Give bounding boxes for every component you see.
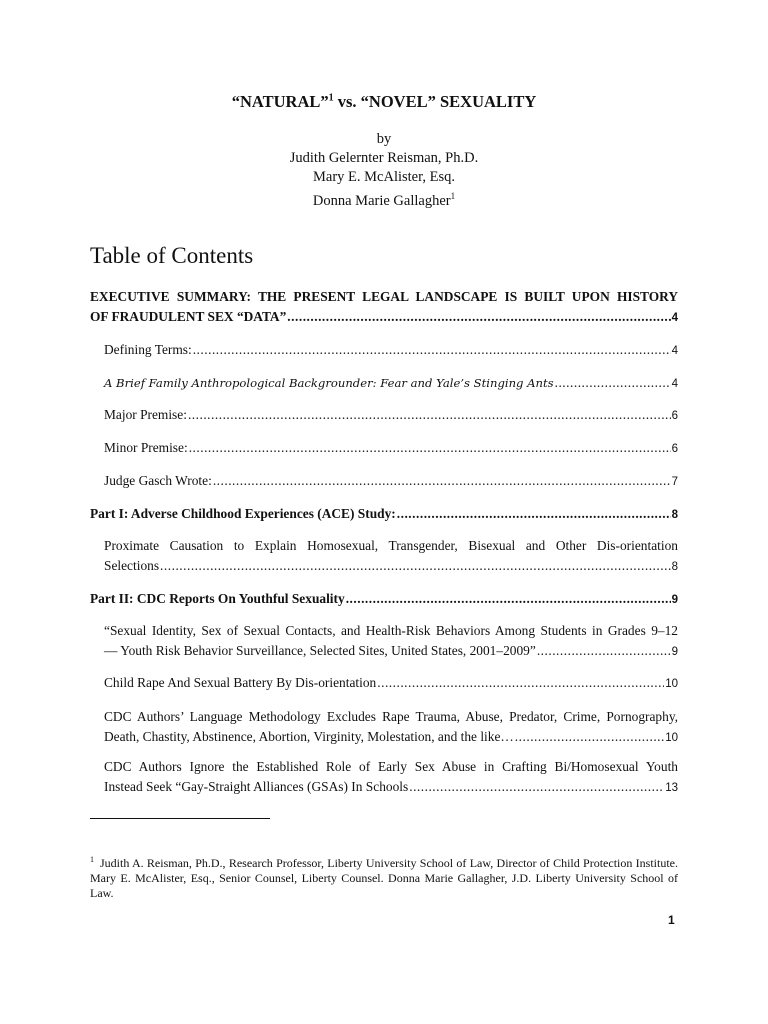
byline-by: by	[376, 131, 392, 147]
toc-entry-line: CDC Authors’ Language Methodology Excludes Rape Trauma, Abuse, Predator, Crime, Pornography,	[104, 709, 678, 724]
toc-entry-part-2[interactable]	[90, 589, 678, 611]
author-3-footnote-marker[interactable]: 1	[450, 191, 456, 201]
toc-page-number: 6	[671, 443, 678, 455]
toc-entry-defining-terms[interactable]	[104, 340, 678, 362]
toc-leader-dots	[409, 777, 664, 797]
toc-leader-dots	[188, 405, 671, 425]
toc-leader-dots	[377, 673, 664, 693]
toc-entry-part-1[interactable]	[90, 504, 678, 526]
byline	[0, 130, 768, 211]
document-title	[0, 92, 768, 112]
toc-page-number: 13	[665, 781, 678, 794]
footnote-separator	[90, 818, 270, 819]
toc-entry-line: Proximate Causation to Explain Homosexual, Transgender, Bisexual and Other Dis-orientation	[104, 538, 678, 553]
toc-heading: Table of Contents	[90, 243, 254, 268]
toc-entry-minor-premise[interactable]	[104, 438, 678, 460]
toc-page-number: 8	[671, 560, 678, 573]
toc-page-number: 4	[671, 311, 678, 324]
toc-page-number: 4	[671, 378, 678, 390]
toc-entry-text: — Youth Risk Behavior Surveillance, Selected Sites, United States, 2001–2009”	[104, 642, 536, 658]
toc-entry-cdc-language[interactable]	[104, 707, 678, 748]
toc-entry-text: Part II: CDC Reports On Youthful Sexuality	[90, 591, 345, 606]
toc-leader-dots	[189, 438, 671, 458]
toc-entry-text: Death, Chastity, Abstinence, Abortion, Virginity, Molestation, and the like…	[104, 728, 514, 744]
toc-page-number: 7	[671, 476, 678, 488]
toc-entry-cdc-ignore[interactable]	[104, 757, 678, 798]
toc-entry-line: EXECUTIVE SUMMARY: THE PRESENT LEGAL LANDSCAPE IS BUILT UPON HISTORY	[90, 289, 678, 304]
toc-page-number: 8	[671, 509, 678, 521]
toc-page-number: 9	[671, 594, 678, 606]
toc-entry-executive-summary[interactable]	[90, 287, 678, 328]
toc-entry-text: Minor Premise:	[104, 440, 188, 455]
toc-leader-dots	[193, 340, 671, 360]
toc-entry-text: Judge Gasch Wrote:	[104, 473, 212, 488]
page-number: 1	[668, 913, 675, 927]
toc-entry-text: Part I: Adverse Childhood Experiences (ACE) Study:	[90, 506, 396, 521]
footnote-text: Judith A. Reisman, Ph.D., Research Professor, Liberty University School of Law, Director of Child Protection Institute. Mary E. McAlister, Esq., Senior Counsel, Liberty Counsel. Donna Marie Gallagher, J.D. Liberty University School of Law.	[90, 856, 678, 900]
author-1: Judith Gelernter Reisman, Ph.D.	[289, 150, 479, 166]
toc-page-number: 9	[671, 645, 678, 658]
toc-entry-text: Defining Terms:	[104, 342, 192, 357]
toc-leader-dots	[213, 471, 671, 491]
toc-entry-major-premise[interactable]	[104, 405, 678, 427]
toc-entry-sexual-identity[interactable]	[104, 621, 678, 662]
toc-entry-text: Instead Seek “Gay-Straight Alliances (GSAs) In Schools	[104, 778, 409, 794]
toc-page-number: 4	[671, 345, 678, 357]
toc-entry-proximate-causation[interactable]	[104, 536, 678, 577]
toc-entry-text: A Brief Family Anthropological Backgrounder: Fear and Yale’s Stinging Ants	[104, 376, 554, 390]
toc-leader-dots	[397, 504, 671, 524]
toc-entry-text: OF FRAUDULENT SEX “DATA”	[90, 308, 287, 324]
toc-page-number: 6	[671, 410, 678, 422]
footnote-number: 1	[90, 855, 94, 864]
author-3-name: Donna Marie Gallagher	[312, 192, 451, 209]
toc-leader-dots	[287, 307, 670, 327]
toc-leader-dots	[346, 589, 671, 609]
toc-entry-judge-gasch[interactable]	[104, 471, 678, 493]
author-2: Mary E. McAlister, Esq.	[313, 169, 455, 185]
toc-entry-line: CDC Authors Ignore the Established Role of Early Sex Abuse in Crafting Bi/Homosexual Youth	[104, 759, 678, 774]
title-part-novel: vs. “NOVEL” SEXUALITY	[333, 92, 537, 111]
toc-entry-line: “Sexual Identity, Sex of Sexual Contacts, and Health-Risk Behaviors Among Students in Grades 9–12	[104, 623, 678, 638]
toc-leader-dots	[515, 727, 664, 747]
footnote	[90, 852, 678, 901]
toc-entry-text: Major Premise:	[104, 407, 187, 422]
toc-leader-dots	[555, 373, 671, 393]
toc-leader-dots	[537, 641, 671, 661]
toc-page-number: 10	[665, 678, 678, 690]
toc-entry-text: Selections	[104, 557, 160, 573]
title-part-natural: “NATURAL”	[231, 92, 329, 111]
toc-entry-text: Child Rape And Sexual Battery By Dis-orientation	[104, 675, 377, 690]
toc-entry-child-rape[interactable]	[104, 673, 678, 695]
toc-leader-dots	[160, 556, 671, 576]
toc-page-number: 10	[665, 731, 678, 744]
title-footnote-marker[interactable]: 1	[328, 92, 334, 104]
author-3	[0, 187, 768, 211]
toc-entry-anthropological-backgrounder[interactable]	[104, 373, 678, 395]
